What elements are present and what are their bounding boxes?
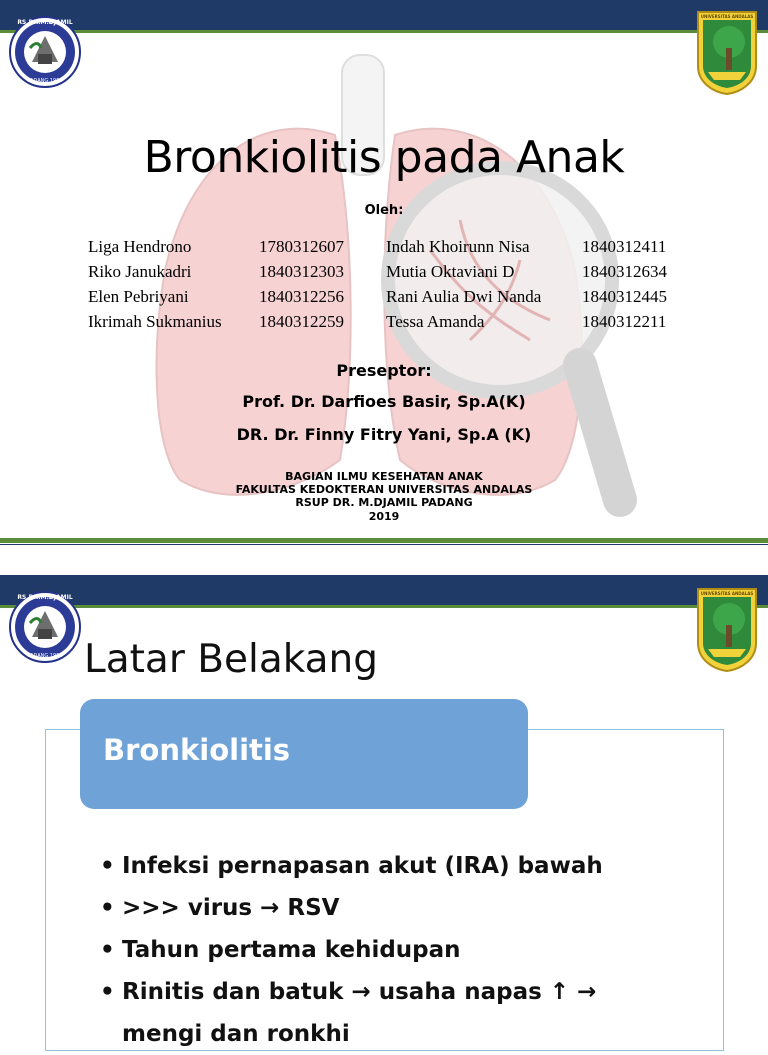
author-name: Riko Janukadri xyxy=(88,262,192,281)
institution-line: RSUP DR. M.DJAMIL PADANG xyxy=(295,496,473,509)
preseptor-label: Preseptor: xyxy=(336,361,432,380)
rsup-djamil-logo xyxy=(8,12,82,92)
bullet-item: mengi dan ronkhi xyxy=(122,1021,350,1047)
logo-right-text: UNIVERSITAS ANDALAS xyxy=(700,591,754,596)
author-id: 1780312607 xyxy=(259,237,344,256)
author-name: Elen Pebriyani xyxy=(88,287,189,306)
author-id: 1840312445 xyxy=(582,287,667,306)
rsup-djamil-logo xyxy=(8,587,82,667)
logo-left-bottom: PADANG 1953 xyxy=(27,653,63,659)
bullet-item: • Rinitis dan batuk → usaha napas ↑ → xyxy=(100,971,603,1013)
slide-title: Bronkiolitis pada Anak xyxy=(143,132,625,183)
logo-left-text: RS.DR.M.DJAMIL xyxy=(17,594,73,601)
author-name: Ikrimah Sukmanius xyxy=(88,312,222,331)
author-id: 1840312211 xyxy=(582,312,667,331)
author-id: 1840312411 xyxy=(582,237,667,256)
author-id: 1840312634 xyxy=(582,262,667,281)
author-name: Liga Hendrono xyxy=(88,237,192,256)
author-name: Indah Khoirunn Nisa xyxy=(386,237,530,256)
preseptor-name: DR. Dr. Finny Fitry Yani, Sp.A (K) xyxy=(236,425,532,444)
author-id: 1840312256 xyxy=(259,287,344,306)
logo-left-bottom: PADANG 1953 xyxy=(27,78,63,84)
content-slide xyxy=(0,545,768,1047)
box-header-label: Bronkiolitis xyxy=(103,733,291,767)
universitas-andalas-logo xyxy=(694,585,760,673)
institution-line: FAKULTAS KEDOKTERAN UNIVERSITAS ANDALAS xyxy=(235,483,533,496)
bullet-item: • Tahun pertama kehidupan xyxy=(100,929,603,971)
logo-left-text: RS.DR.M.DJAMIL xyxy=(17,19,73,26)
logo-right-text: UNIVERSITAS ANDALAS xyxy=(700,14,754,19)
bullet-list xyxy=(100,845,603,1055)
bullet-item: • Infeksi pernapasan akut (IRA) bawah xyxy=(100,845,603,887)
oleh-label: Oleh: xyxy=(364,203,404,218)
author-name: Mutia Oktaviani D xyxy=(386,262,515,281)
author-name: Rani Aulia Dwi Nanda xyxy=(386,287,542,306)
bullet-item: • >>> virus → RSV xyxy=(100,887,603,929)
footer-accent-line xyxy=(0,538,768,543)
institution-line: 2019 xyxy=(368,510,400,523)
author-name: Tessa Amanda xyxy=(386,312,485,331)
author-id: 1840312303 xyxy=(259,262,344,281)
author-id: 1840312259 xyxy=(259,312,344,331)
slide-title: Latar Belakang xyxy=(84,637,379,682)
institution-line: BAGIAN ILMU KESEHATAN ANAK xyxy=(285,470,483,483)
universitas-andalas-logo xyxy=(694,8,760,96)
header-bar xyxy=(0,0,768,30)
header-bar xyxy=(0,575,768,605)
preseptor-name: Prof. Dr. Darfioes Basir, Sp.A(K) xyxy=(242,392,526,411)
